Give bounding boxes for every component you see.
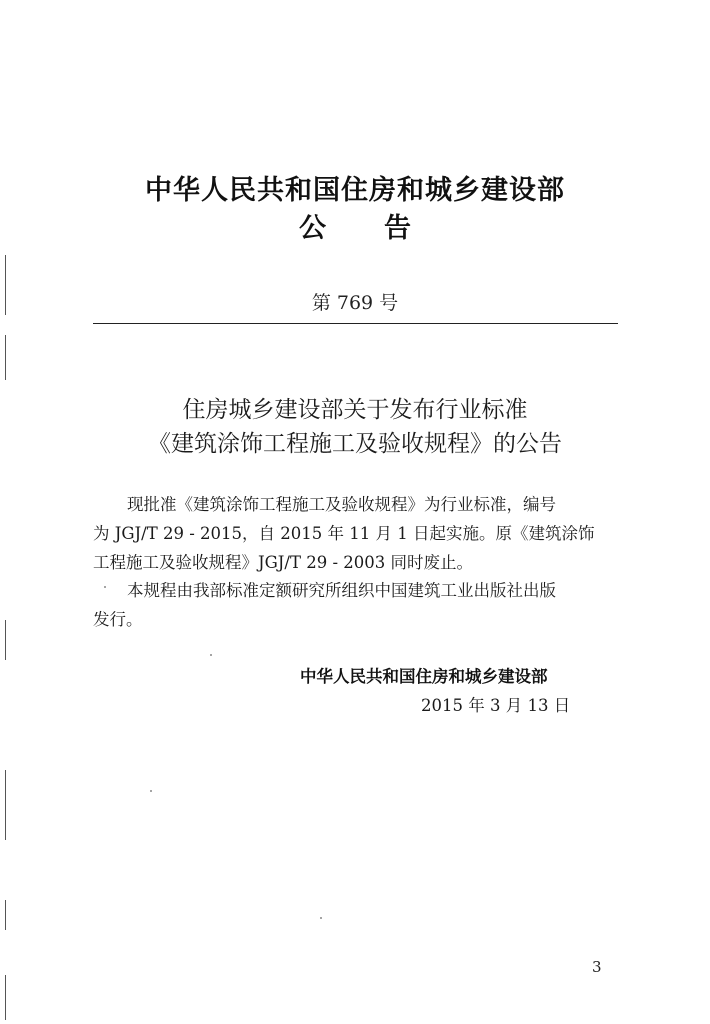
announcement-char-2: 告 — [384, 213, 411, 244]
document-number: 第 769 号 — [311, 292, 399, 314]
page-number: 3 — [592, 958, 602, 976]
subject-line-2: 《建筑涂饰工程施工及验收规程》的公告 — [148, 431, 562, 457]
body-paragraph-2 — [93, 576, 621, 634]
ministry-title: 中华人民共和国住房和城乡建设部 — [145, 175, 565, 206]
body-paragraph-1 — [93, 490, 621, 577]
body-line: 本规程由我部标准定额研究所组织中国建筑工业出版社出版 — [127, 581, 556, 600]
issuer-signature: 中华人民共和国住房和城乡建设部 — [300, 667, 548, 686]
body-line: 工程施工及验收规程》JGJ/T 29 - 2003 同时废止。 — [93, 553, 474, 572]
subject-line-1: 住房城乡建设部关于发布行业标准 — [182, 397, 528, 423]
header-divider — [93, 323, 618, 324]
announcement-char-1: 公 — [299, 213, 326, 244]
scan-speck — [150, 790, 152, 792]
issue-date: 2015 年 3 月 13 日 — [421, 696, 571, 715]
scan-speck — [320, 917, 322, 919]
scan-speck — [210, 654, 212, 656]
scan-edge-mark — [5, 335, 6, 380]
scan-edge-mark — [5, 975, 6, 1020]
body-line: 发行。 — [93, 610, 143, 629]
body-line: 为 JGJ/T 29 - 2015，自 2015 年 11 月 1 日起实施。原《建筑涂饰 — [93, 524, 595, 543]
scan-edge-mark — [5, 620, 6, 660]
announcement-title — [0, 206, 710, 245]
scan-edge-mark — [5, 770, 6, 840]
scan-edge-mark — [5, 900, 6, 930]
body-line: 现批准《建筑涂饰工程施工及验收规程》为行业标准，编号 — [127, 495, 556, 514]
